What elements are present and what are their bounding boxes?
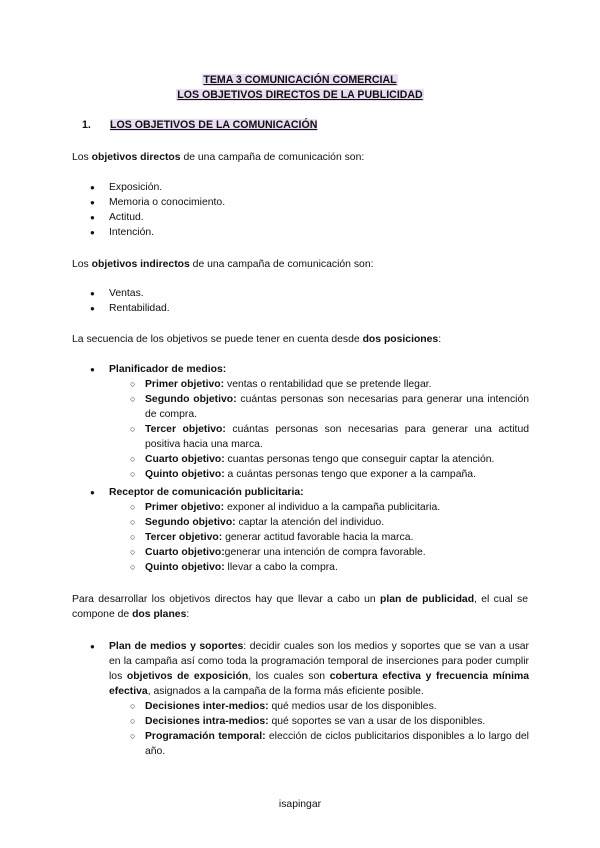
list-item: ○ Tercer objetivo: cuántas personas son necesarias para generar una actitud positiva hacia una marca. [145,422,529,452]
list-item: ○ Programación temporal: elección de ciclos publicitarios disponibles a lo largo del año. [145,729,529,759]
section-label: LOS OBJETIVOS DE LA COMUNICACIÓN [110,119,318,131]
title-line-1: TEMA 3 COMUNICACIÓN COMERCIAL [203,74,397,86]
list-item: ● Ventas. [109,286,170,301]
list-item: ○ Cuarto objetivo:generar una intención de compra favorable. [145,545,529,560]
sequence-intro: La secuencia de los objetivos se puede tener en cuenta desde dos posiciones: [72,334,442,345]
media-plan-list [145,699,529,759]
receiver-list [145,500,529,575]
list-item: ○ Decisiones intra-medios: qué soportes se van a usar de los disponibles. [145,714,529,729]
list-item: ○ Segundo objetivo: captar la atención del individuo. [145,515,529,530]
section-number: 1. [82,119,91,131]
footer-author: isapingar [278,799,322,810]
section-heading-1 [82,118,317,133]
list-item: ○ Tercer objetivo: generar actitud favorable hacia la marca. [145,530,529,545]
list-item: ○ Primer objetivo: ventas o rentabilidad que se pretende llegar. [145,377,529,392]
media-plan-block [109,639,529,759]
list-item: ○ Quinto objetivo: llevar a cabo la compra. [145,560,529,575]
planner-list [145,377,529,482]
planner-label: ● Planificador de medios: [109,362,529,377]
list-item: ○ Quinto objetivo: a cuántas personas tengo que exponer a la campaña. [145,467,529,482]
plan-intro: Para desarrollar los objetivos directos hay que llevar a cabo un plan de publicidad, el cual se compone de dos planes: [72,594,529,620]
list-item: ○ Decisiones inter-medios: qué medios usar de los disponibles. [145,699,529,714]
list-item: ○ Segundo objetivo: cuántas personas son necesarias para generar una intención de compra. [145,392,529,422]
list-item: ○ Primer objetivo: exponer al individuo a la campaña publicitaria. [145,500,529,515]
list-item: ● Rentabilidad. [109,301,170,316]
list-item: ● Memoria o conocimiento. [109,195,225,210]
list-item: ● Intención. [109,225,225,240]
direct-objectives-intro: Los objetivos directos de una campaña de comunicación son: [72,152,365,163]
receiver-label: ● Receptor de comunicación publicitaria: [109,485,529,500]
list-item: ● Actitud. [109,210,225,225]
title-line-2: LOS OBJETIVOS DIRECTOS DE LA PUBLICIDAD [177,89,423,101]
media-plan-paragraph: ● Plan de medios y soportes: decidir cuales son los medios y soportes que se van a usar en la campaña así como toda la programación temporal de inserciones para poder cumplir los objetivos de exposición, los cuales son cobertura efectiva y frecuencia mínima efectiva, asignados a la campaña de la forma más eficiente posible. [109,639,529,699]
direct-objectives-list [109,180,225,240]
indirect-objectives-intro: Los objetivos indirectos de una campaña de comunicación son: [72,259,374,270]
receiver-block [109,485,529,575]
planner-block [109,362,529,482]
indirect-objectives-list [109,286,170,316]
list-item: ● Exposición. [109,180,225,195]
list-item: ○ Cuarto objetivo: cuantas personas tengo que conseguir captar la atención. [145,452,529,467]
